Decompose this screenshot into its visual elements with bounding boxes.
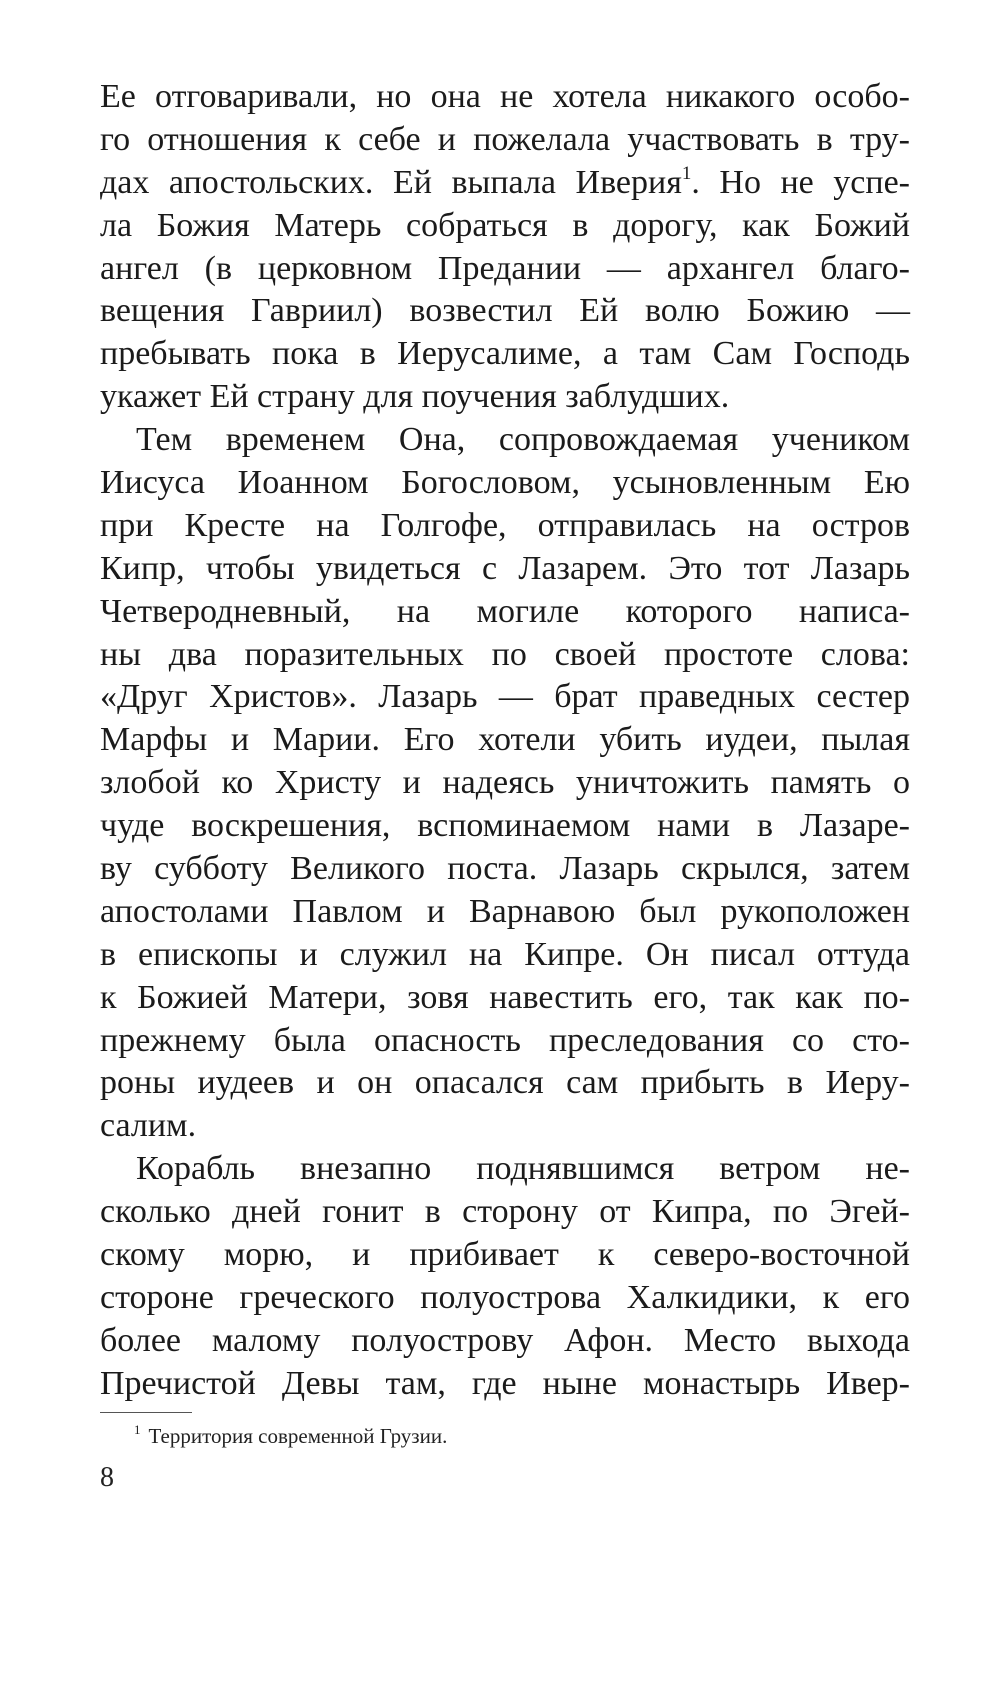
text-segment: дах апостольских. Ей выпала Иверия bbox=[100, 163, 682, 201]
text-line: го отношения к себе и пожелала участвовать в тру- bbox=[100, 120, 910, 158]
text-line: к Божией Матери, зовя навестить его, так как по- bbox=[100, 978, 910, 1016]
text-line: укажет Ей страну для поучения заблудших. bbox=[100, 378, 730, 416]
footnote-mark: 1 bbox=[134, 1422, 141, 1437]
text-line: Кипр, чтобы увидеться с Лазарем. Это тот Лазарь bbox=[100, 549, 910, 587]
text-line: Тем временем Она, сопровождаемая учеником bbox=[136, 421, 910, 459]
text-line: роны иудеев и он опасался сам прибыть в Иеру- bbox=[100, 1064, 910, 1102]
text-line: злобой ко Христу и надеясь уничтожить память о bbox=[100, 764, 910, 802]
text-line: стороне греческого полуострова Халкидики, к его bbox=[100, 1278, 910, 1316]
text-line: ны два поразительных по своей простоте слова: bbox=[100, 635, 910, 673]
text-line: ла Божия Матерь собраться в дорогу, как Божий bbox=[100, 206, 910, 244]
text-line: вещения Гавриил) возвестил Ей волю Божию — bbox=[100, 292, 910, 330]
footnote-separator bbox=[100, 1412, 192, 1413]
footnote-reference: 1 bbox=[681, 162, 692, 184]
text-line: при Кресте на Голгофе, отправилась на остров bbox=[100, 506, 910, 544]
text-line: Марфы и Марии. Его хотели убить иудеи, пылая bbox=[100, 721, 910, 759]
footnote bbox=[134, 1424, 447, 1449]
text-line: скому морю, и прибивает к северо-восточной bbox=[100, 1236, 910, 1274]
paragraph bbox=[100, 419, 910, 1148]
text-line: прежнему была опасность преследования со сто- bbox=[100, 1021, 910, 1059]
text-line: в епископы и служил на Кипре. Он писал оттуда bbox=[100, 935, 910, 973]
paragraph bbox=[100, 76, 910, 419]
text-line: более малому полуострову Афон. Место выхода bbox=[100, 1321, 910, 1359]
text-line: «Друг Христов». Лазарь — брат праведных сестер bbox=[100, 678, 910, 716]
text-segment: . Но не успе- bbox=[691, 163, 910, 201]
paragraph bbox=[100, 1148, 910, 1405]
text-line: ву субботу Великого поста. Лазарь скрылся, затем bbox=[100, 850, 910, 888]
text-line: ангел (в церковном Предании — архангел благо- bbox=[100, 249, 910, 287]
body-text bbox=[100, 76, 910, 1406]
text-line: апостолами Павлом и Варнавою был рукоположен bbox=[100, 892, 910, 930]
text-line: Ее отговаривали, но она не хотела никакого особо- bbox=[100, 78, 910, 115]
text-line: Иисуса Иоанном Богословом, усыновленным Ею bbox=[100, 464, 910, 502]
text-line: Четверодневный, на могиле которого написа- bbox=[100, 592, 910, 630]
text-line: чуде воскрешения, вспоминаемом нами в Лазаре- bbox=[100, 807, 910, 845]
footnote-text: Территория современной Грузии. bbox=[148, 1424, 448, 1448]
text-line: салим. bbox=[100, 1107, 197, 1145]
text-line: Пречистой Девы там, где ныне монастырь Ивер- bbox=[100, 1364, 910, 1402]
text-line bbox=[100, 162, 910, 205]
page-number: 8 bbox=[100, 1462, 114, 1493]
text-line: Корабль внезапно поднявшимся ветром не- bbox=[136, 1150, 910, 1188]
text-line: пребывать пока в Иерусалиме, а там Сам Господь bbox=[100, 335, 910, 373]
text-line: сколько дней гонит в сторону от Кипра, по Эгей- bbox=[100, 1193, 910, 1231]
